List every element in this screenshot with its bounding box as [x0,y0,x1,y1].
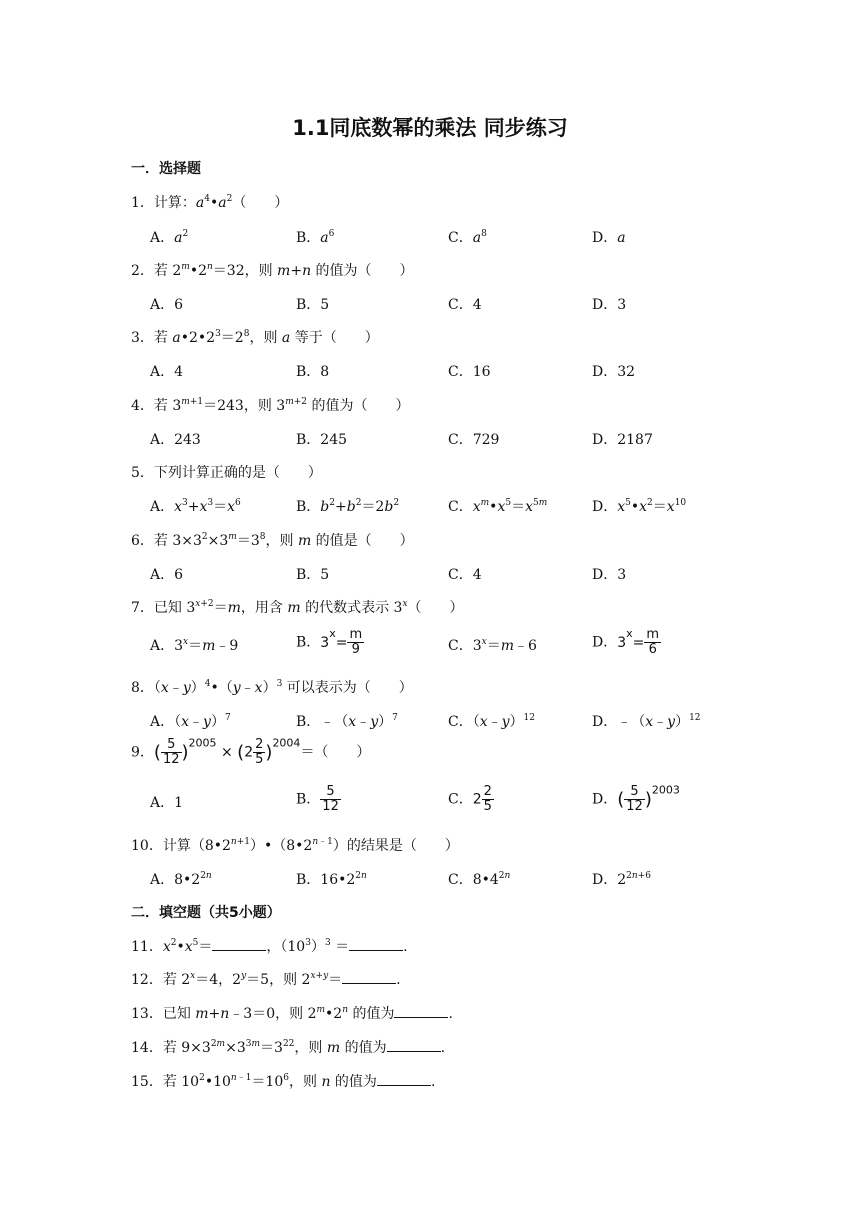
option-a[interactable]: A．$a^2$ [150,229,189,246]
option-a[interactable]: A．$8•2^{2n}$ [150,871,212,888]
option-d[interactable]: D．$x^5•x^2=x^{10}$ [592,498,687,515]
section-heading-choice: 一．选择题 [131,161,201,177]
option-a[interactable]: A．$3^x=m﹣9$ [150,637,239,654]
question-3: 3．若 $a•2•2^3=2^8$，则 a 等于（ ） [131,329,379,346]
question-1-options [150,227,770,253]
question-6: 6．若 $3\times 3^2\times 3^m=3^8$，则 m 的值是（ ） [131,532,414,549]
question-2: 2．若 $2^m•2^n=32$，则 m+n 的值为（ ） [131,262,414,279]
section-heading-fill: 二．填空题（共5小题） [131,905,281,921]
option-c[interactable]: C．4 [448,567,482,583]
option-b[interactable]: B．5 [296,297,330,313]
option-b[interactable]: B．$b^2+b^2=2b^2$ [296,498,400,515]
question-7-options [150,628,770,664]
option-c[interactable]: C．$8•4^{2n}$ [448,871,511,888]
option-b[interactable]: B．5 [296,567,330,583]
option-a[interactable]: A．243 [150,432,201,448]
answer-blank[interactable] [342,971,396,984]
question-4: 4．若 $3^{m+1}=243$，则 $3^{m+2}$ 的值为（ ） [131,397,410,414]
question-13: 13．已知 m+n﹣3＝0，则 2$^m$•2$^n$ 的值为 . [131,1005,453,1022]
option-b[interactable]: B． $\frac{5}{12}$ [296,784,339,814]
option-c[interactable]: C．（x﹣y）$^{12}$ [448,713,535,730]
option-c[interactable]: C．$3^x=m﹣6$ [448,637,537,654]
option-d[interactable]: D．2187 [592,432,653,448]
option-c[interactable]: C．4 [448,297,482,313]
option-d[interactable]: D．﹣（x﹣y）$^{12}$ [592,713,701,730]
question-12: 12．若 $2^x=4$，$2^y=5$，则 $2^{x+y}=$ . [131,971,401,988]
option-a[interactable]: A．$x^3+x^3=x^6$ [150,498,241,515]
question-15: 15．若 $10^2•10^{n﹣1}=10^6$，则 n 的值为 . [131,1073,436,1090]
answer-blank[interactable] [212,938,266,951]
question-9: 9．( $\frac{5}{12}$ )$^{2005}$ × (2 $\frac{2}{5}$ )$^{2004}$＝（ ） [131,736,371,767]
question-4-options [150,429,770,455]
option-b[interactable]: B．$16•2^{2n}$ [296,871,367,888]
question-7: 7．已知 $3^{x+2}=m$，用含 m 的代数式表示 3$^x$（ ） [131,599,464,616]
answer-blank[interactable] [377,1073,431,1086]
option-d[interactable]: D．a [592,230,626,246]
question-5-options [150,496,770,522]
question-6-options [150,564,770,590]
option-a[interactable]: A．4 [150,364,184,380]
question-3-options [150,361,770,387]
answer-blank[interactable] [349,938,403,951]
option-c[interactable]: C．$x^m•x^5=x^{5m}$ [448,498,548,515]
option-b[interactable]: B．$a^6$ [296,229,335,246]
question-10-options [150,869,770,895]
page-title: 1.1同底数幂的乘法 同步练习 [292,116,568,140]
option-d[interactable]: D．3 [592,567,627,583]
option-a[interactable]: A．6 [150,567,184,583]
option-a[interactable]: A．1 [150,795,184,811]
option-a[interactable]: A．6 [150,297,184,313]
answer-blank[interactable] [394,1005,448,1018]
question-9-options [150,785,770,821]
option-c[interactable]: C．$a^8$ [448,229,487,246]
option-b[interactable]: B．245 [296,432,348,448]
option-d[interactable]: D．( $\frac{5}{12}$ )$^{2003}$ [592,783,680,814]
option-b[interactable]: B．$3^x=$ $\frac{m}{9}$ [296,626,363,657]
question-11: 11．$x^2•x^5=$ ，$(10^3)^3$ ＝ . [131,938,408,955]
question-1: 1．计算：$a^4•a^2$（ ） [131,194,289,211]
question-5: 5．下列计算正确的是（ ） [131,465,322,481]
answer-blank[interactable] [387,1039,441,1052]
option-c[interactable]: C．2 $\frac{2}{5}$ [448,784,492,814]
option-d[interactable]: D．$2^{2n+6}$ [592,871,651,888]
question-10: 10．计算$(8•2^{n+1})•(8•2^{n﹣1})$的结果是（ ） [131,837,459,854]
option-b[interactable]: B．﹣（x﹣y）$^7$ [296,713,398,730]
option-b[interactable]: B．8 [296,364,330,380]
option-a[interactable]: A．（x﹣y）$^7$ [150,713,231,730]
option-c[interactable]: C．729 [448,432,500,448]
option-d[interactable]: D．32 [592,364,636,380]
question-2-options [150,294,770,320]
question-8: 8．（x﹣y）$^4$•（y﹣x）$^3$ 可以表示为（ ） [131,679,413,696]
question-8-options [150,711,770,737]
option-d[interactable]: D．$3^x=$ $\frac{m}{6}$ [592,626,660,657]
option-c[interactable]: C．16 [448,364,491,380]
option-d[interactable]: D．3 [592,297,627,313]
question-14: 14．若 $9\times 3^{2m}\times 3^{3m}=3^{22}$，则 m 的值为 . [131,1039,446,1056]
